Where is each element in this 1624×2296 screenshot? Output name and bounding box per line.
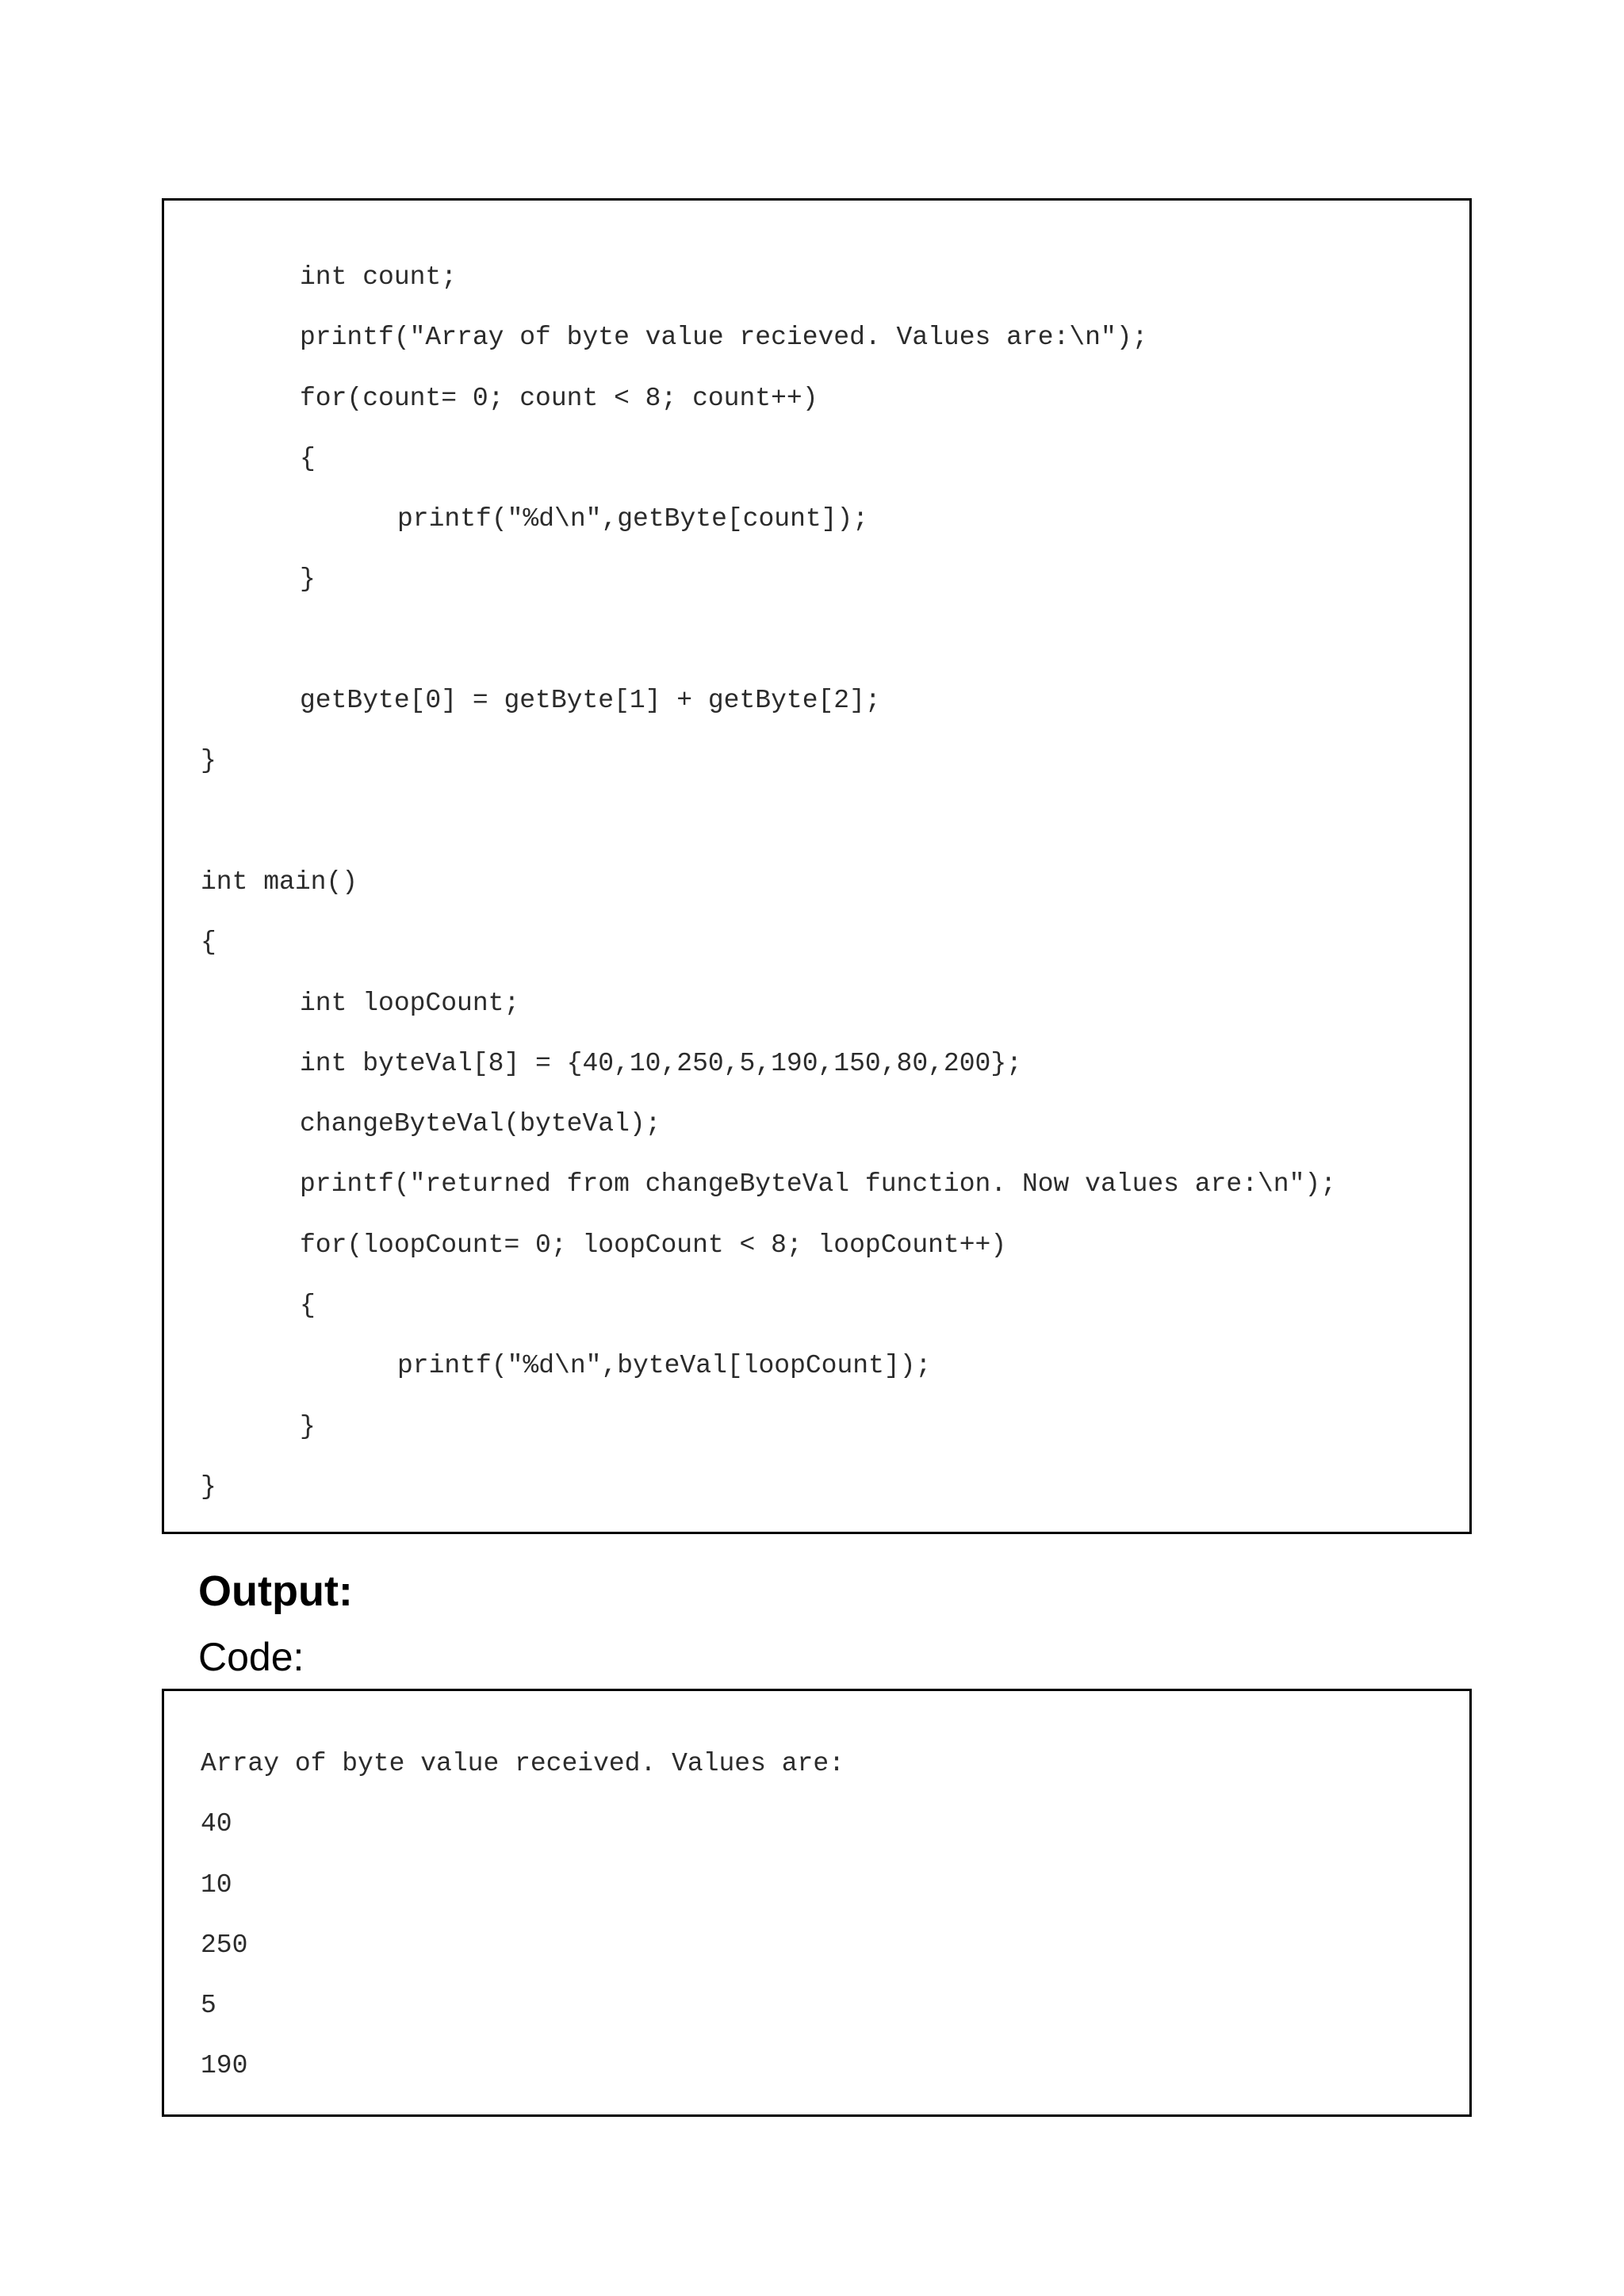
output-heading: Output:	[198, 1567, 353, 1615]
code-line: {	[300, 443, 316, 473]
code-line	[164, 623, 1469, 683]
code-line: {	[201, 928, 216, 958]
code-line: for(count= 0; count < 8; count++)	[300, 383, 818, 413]
code-line: {	[300, 1291, 316, 1321]
output-line: 250	[201, 1930, 248, 1960]
code-line: }	[300, 564, 316, 595]
code-line: }	[300, 1411, 316, 1441]
code-line: printf("%d\n",byteVal[loopCount]);	[397, 1351, 932, 1381]
code-line: }	[201, 746, 216, 776]
output-subheading: Code:	[198, 1635, 304, 1679]
output-lines	[164, 1747, 1469, 2110]
code-line: int loopCount;	[300, 988, 520, 1018]
code-line	[164, 805, 1469, 865]
code-line: printf("returned from changeByteVal function. Now values are:\n");	[300, 1169, 1337, 1200]
output-line: Array of byte value received. Values are:	[201, 1749, 845, 1778]
output-line: 190	[201, 2051, 248, 2081]
code-line: }	[201, 1471, 216, 1502]
source-code-box	[162, 198, 1472, 1534]
code-line: int count;	[300, 262, 458, 292]
code-line: getByte[0] = getByte[1] + getByte[2];	[300, 686, 881, 716]
output-box	[162, 1689, 1472, 2117]
output-line: 10	[201, 1869, 232, 1900]
source-code-lines	[164, 260, 1469, 1530]
code-line: changeByteVal(byteVal);	[300, 1109, 661, 1139]
output-line: 40	[201, 1809, 232, 1839]
code-line: int byteVal[8] = {40,10,250,5,190,150,80,200};	[300, 1048, 1022, 1078]
code-line: for(loopCount= 0; loopCount < 8; loopCount++)	[300, 1230, 1007, 1260]
code-line: printf("Array of byte value recieved. Values are:\n");	[300, 323, 1148, 353]
code-line: printf("%d\n",getByte[count]);	[397, 504, 869, 534]
output-line: 5	[201, 1991, 216, 2021]
code-line: int main()	[201, 867, 358, 897]
